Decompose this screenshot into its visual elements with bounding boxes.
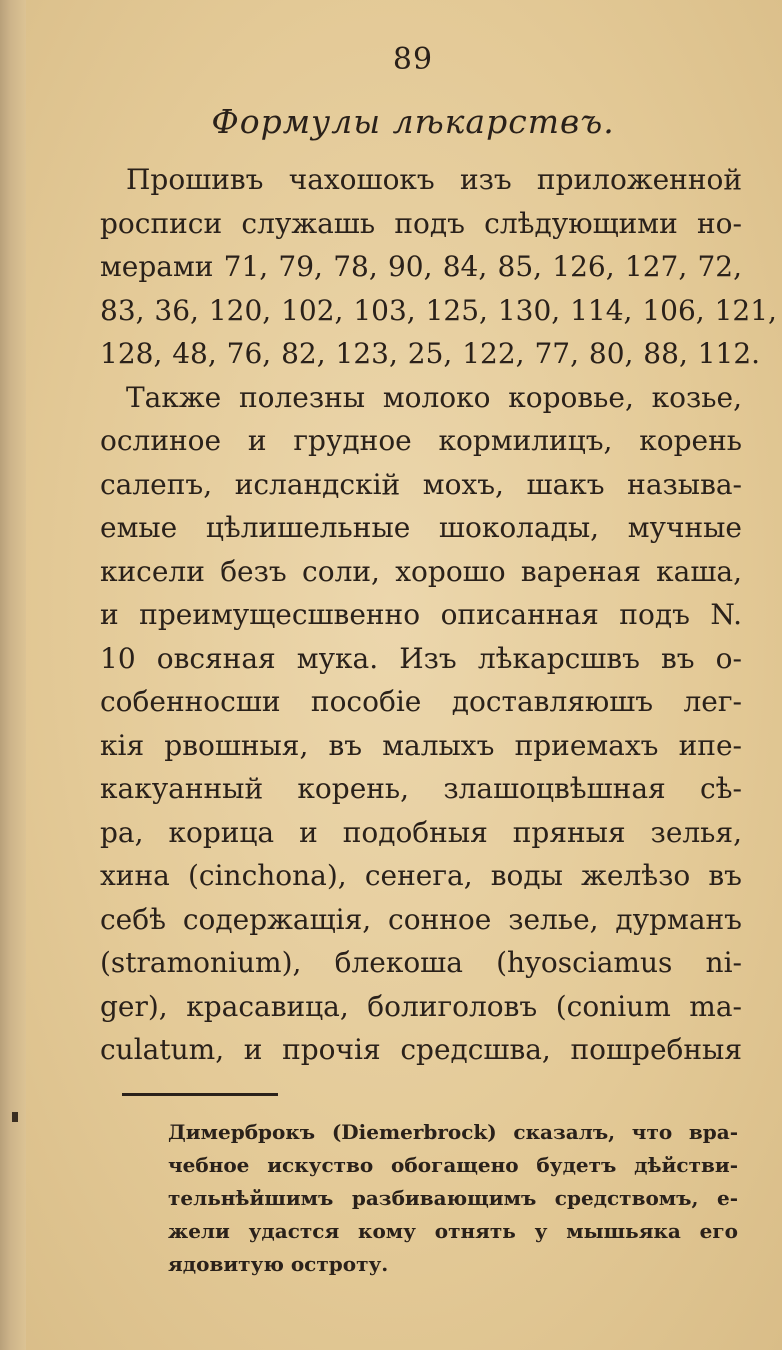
footnote bbox=[168, 1116, 738, 1281]
text-line: себѣ содержащія, сонное зелье, дурманъ bbox=[100, 902, 742, 936]
page-number: 89 bbox=[392, 42, 434, 77]
text-line: какуанный корень, злашоцвѣшная сѣ- bbox=[100, 772, 742, 805]
text-line: 128, 48, 76, 82, 123, 25, 122, 77, 80, 88, 112. bbox=[100, 337, 761, 370]
page-binding-edge bbox=[0, 0, 26, 1350]
text-line: culatum, и прочія средсшва, пошребныя bbox=[100, 1033, 742, 1066]
text-line: росписи служашь подъ слѣдующими но- bbox=[100, 206, 742, 240]
text-line: (stramonium), блекоша (hyosciamus ni- bbox=[100, 946, 742, 979]
text-line: кія рвошныя, въ малыхъ приемахъ ипе- bbox=[100, 728, 742, 762]
footnote-line: жели удастся кому отнять у мышьяка его bbox=[168, 1219, 738, 1243]
text-line: ослиное и грудное кормилицъ, корень bbox=[100, 424, 742, 457]
text-line: Также полезны молоко коровье, козье, bbox=[126, 380, 742, 414]
text-line: хина (cinchona), сенега, воды желѣзо въ bbox=[100, 859, 742, 892]
footnote-line: тельнѣйшимъ разбивающимъ средствомъ, е- bbox=[168, 1186, 738, 1210]
margin-mark bbox=[12, 1112, 18, 1122]
text-line: собенносши пособіе доставляюшъ лег- bbox=[100, 685, 742, 718]
footnote-line: чебное искуство обогащено будетъ дѣйстви- bbox=[168, 1153, 738, 1177]
footnote-rule bbox=[122, 1093, 278, 1096]
footnote-line: ядовитую остроту. bbox=[168, 1252, 389, 1276]
text-line: кисели безъ соли, хорошо вареная каша, bbox=[100, 554, 742, 588]
text-line: емые цѣлишельные шоколады, мучные bbox=[100, 511, 742, 544]
text-line: и преимущесшвенно описанная подъ N. bbox=[100, 598, 742, 631]
text-line: ра, корица и подобныя пряныя зелья, bbox=[100, 815, 742, 849]
page-heading: Формулы лѣкарствъ. bbox=[211, 102, 615, 141]
text-line: салепъ, исландскій мохъ, шакъ называ- bbox=[100, 467, 742, 501]
body-text bbox=[100, 158, 777, 1072]
text-line: 83, 36, 120, 102, 103, 125, 130, 114, 106, 121, bbox=[100, 293, 777, 327]
text-line: Прошивъ чахошокъ изъ приложенной bbox=[126, 163, 742, 196]
text-line: мерами 71, 79, 78, 90, 84, 85, 126, 127, 72, bbox=[100, 250, 742, 283]
text-line: ger), красавица, болиголовъ (conium ma- bbox=[100, 989, 742, 1023]
footnote-line: Димерброкъ (Diemerbrock) сказалъ, что вра- bbox=[168, 1120, 738, 1144]
text-line: 10 овсяная мука. Изъ лѣкарсшвъ въ о- bbox=[100, 641, 742, 675]
